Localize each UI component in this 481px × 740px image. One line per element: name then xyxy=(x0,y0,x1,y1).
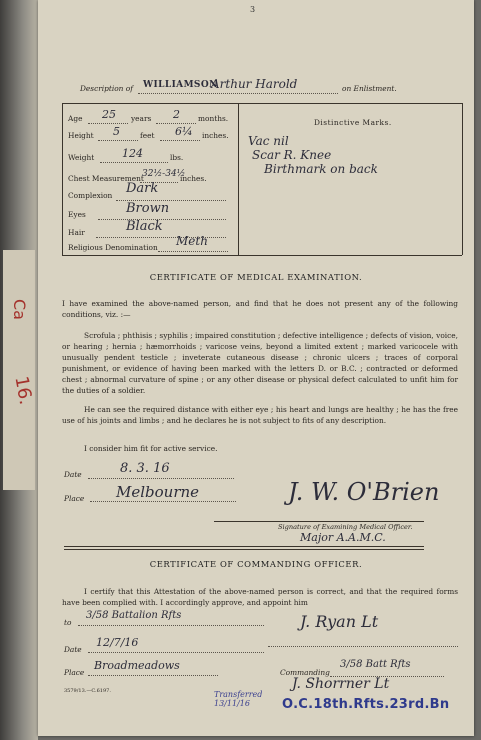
given-names: Arthur Harold xyxy=(211,77,298,91)
page-number: 3 xyxy=(250,5,256,14)
complexion-label: Complexion xyxy=(68,191,113,200)
chest-label: Chest Measurement xyxy=(68,174,144,183)
medical-intro: I have examined the above-named person, and find that he does not present any of the following conditions, viz. :— xyxy=(62,299,458,319)
commanding-date: 12/7/16 xyxy=(96,636,139,649)
margin-mark-1: Ca xyxy=(9,299,29,320)
inches-label: inches. xyxy=(202,131,229,140)
weight-label: Weight xyxy=(68,153,95,162)
distinctive-mark-1: Vac nil xyxy=(248,134,289,148)
religion-label: Religious Denomination xyxy=(68,243,158,252)
commanding-label: Commanding xyxy=(280,668,330,677)
chest-unit: inches. xyxy=(180,174,207,183)
transfer-note: Transferred 13/11/16 xyxy=(214,690,263,708)
medical-title: CERTIFICATE OF MEDICAL EXAMINATION. xyxy=(149,272,363,282)
officer-signature: J. Shorrner Lt xyxy=(292,676,390,692)
weight-value: 124 xyxy=(122,147,143,160)
age-label: Age xyxy=(68,114,83,123)
distinctive-mark-3: Birthmark on back xyxy=(264,162,378,176)
medical-date: 8. 3. 16 xyxy=(120,461,170,476)
medical-sight: He can see the required distance with either eye ; his heart and lungs are healthy ; he has the free use of his joints and limbs ; and he declares he is not subject to fits of any description. xyxy=(62,405,458,425)
attestation-page xyxy=(38,0,474,736)
certifying-signature: J. Ryan Lt xyxy=(300,612,379,631)
religion-value: Meth xyxy=(176,234,208,248)
hair-value: Black xyxy=(126,219,163,234)
hair-label: Hair xyxy=(68,228,85,237)
distinctive-marks-heading: Distinctive Marks. xyxy=(314,118,392,127)
lbs-label: lbs. xyxy=(170,153,184,162)
chest-value: 32½-34½ xyxy=(142,169,186,179)
medical-rank-note: Major A.A.M.C. xyxy=(300,531,386,544)
medical-place: Melbourne xyxy=(116,483,200,501)
height-feet: 5 xyxy=(113,125,120,138)
medical-fit: I consider him fit for active service. xyxy=(84,444,218,453)
months-label: months. xyxy=(198,114,229,123)
medical-place-label: Place xyxy=(64,494,85,503)
commanding-value: 3/58 Batt Rfts xyxy=(340,659,411,670)
age-months: 2 xyxy=(173,108,180,121)
printer-mark: 3579/13.—C.6197. xyxy=(64,688,111,694)
description-prefix: Description of xyxy=(80,84,133,93)
distinctive-mark-2: Scar R. Knee xyxy=(252,148,332,162)
complexion-value: Dark xyxy=(126,181,159,196)
commanding-text: I certify that this Attestation of the above-named person is correct, and that the required forms have been complied with. I accordingly approve, and appoint him xyxy=(62,587,458,607)
eyes-value: Brown xyxy=(126,201,170,216)
commanding-place: Broadmeadows xyxy=(94,659,180,672)
medical-officer-signature: J. W. O'Brien xyxy=(288,478,440,506)
medical-conditions: Scrofula ; phthisis ; syphilis ; impaired constitution ; defective intelligence ; defects of vision, voice, or hearing ; hernia ; hæmorrhoids ; varicose veins, beyond a limited extent ; marked varicocele with unusually pendent testicle ; inveterate cutaneous disease ; chronic ulcers ; traces of corporal punishment, or evidence of having been marked with the letters D. or B.C. ; contracted or deformed chest ; abnormal curvature of spine ; or any other disease or physical defect calculated to unfit him for the duties of a soldier. xyxy=(62,331,458,395)
feet-label: feet xyxy=(140,131,155,140)
medical-signature-caption: Signature of Examining Medical Officer. xyxy=(278,523,413,531)
commanding-place-label: Place xyxy=(64,668,85,677)
description-suffix: on Enlistment. xyxy=(342,84,397,93)
height-label: Height xyxy=(68,131,94,140)
commanding-title: CERTIFICATE OF COMMANDING OFFICER. xyxy=(149,559,363,569)
eyes-label: Eyes xyxy=(68,210,86,219)
binding-edge xyxy=(0,0,38,740)
medical-date-label: Date xyxy=(64,470,82,479)
adjacent-page-edge xyxy=(3,250,35,490)
margin-mark-2: 16. xyxy=(10,374,37,407)
years-label: years xyxy=(131,114,152,123)
surname: WILLIAMSON xyxy=(143,80,218,90)
appoint-to-label: to xyxy=(64,618,72,627)
commanding-date-label: Date xyxy=(64,645,82,654)
appoint-to-value: 3/58 Battalion Rfts xyxy=(86,610,182,621)
age-years: 25 xyxy=(102,108,116,121)
unit-stamp: O.C.18th.Rfts.23rd.Bn xyxy=(282,697,450,712)
height-inches: 6¼ xyxy=(175,125,193,138)
